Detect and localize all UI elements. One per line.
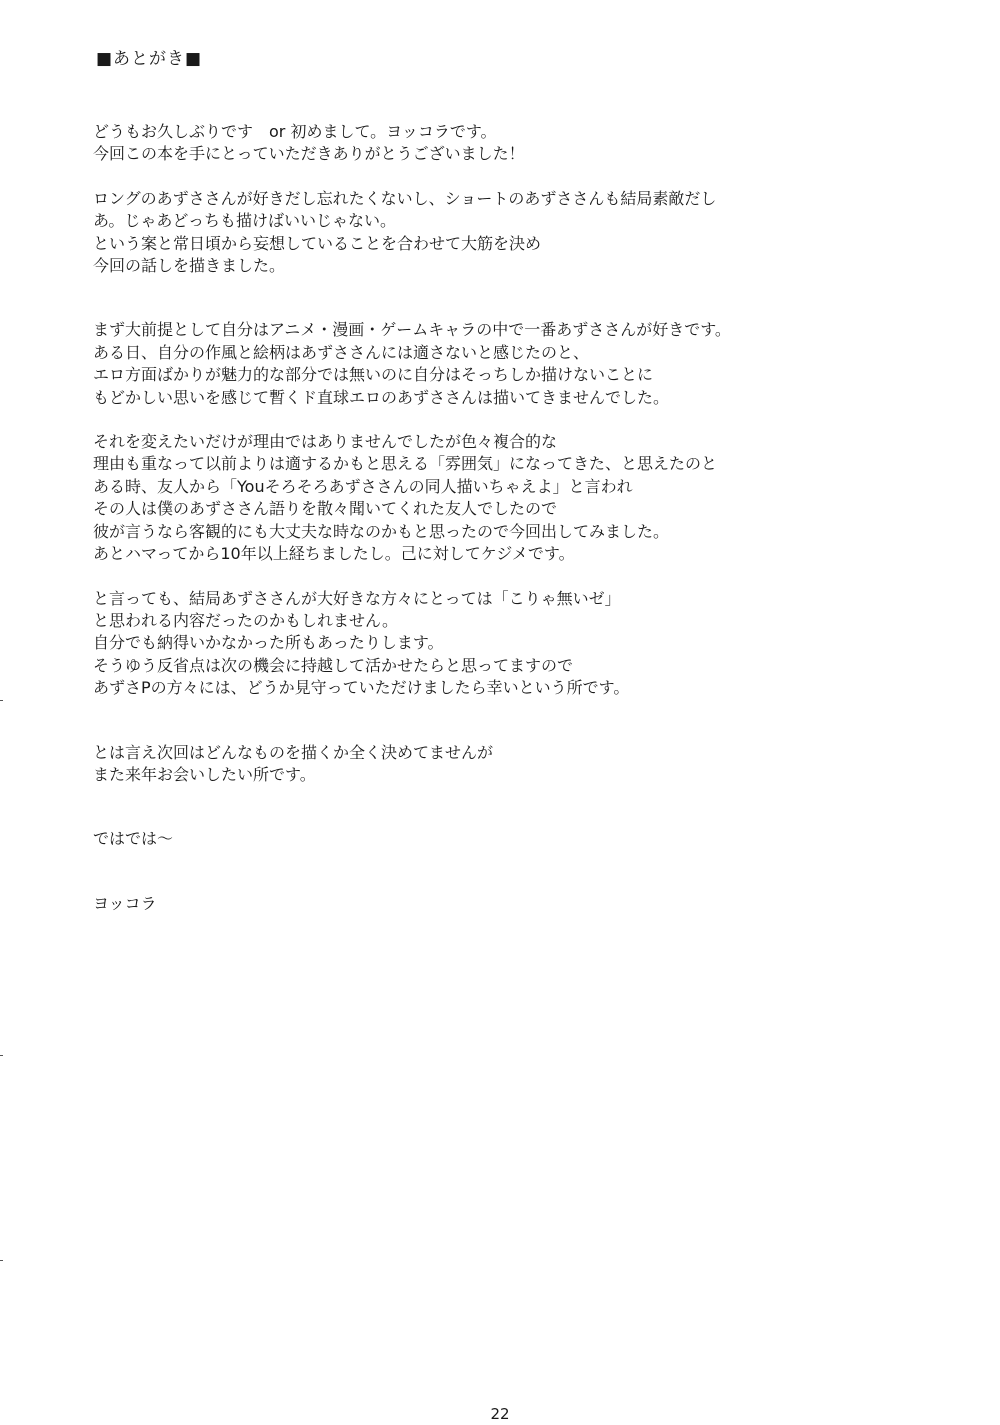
paragraph-farewell — [93, 828, 813, 850]
text-line: とは言え次回はどんなものを描くか全く決めてませんが — [93, 742, 494, 762]
text-line: どうもお久しぶりです or 初めまして。ヨッコラです。 — [93, 122, 497, 141]
text-line: 今回の話しを描きました。 — [93, 256, 286, 276]
text-line: 彼が言うなら客観的にも大丈夫な時なのかもと思ったので今回出してみました。 — [93, 521, 670, 541]
text-line: 自分でも納得いかなかった所もあったりします。 — [93, 633, 444, 653]
text-line: と言っても、結局あずささんが大好きな方々にとっては「こりゃ無いゼ」 — [93, 588, 621, 608]
text-line: ある日、自分の作風と絵柄はあずささんには適さないと感じたのと、 — [93, 342, 590, 362]
text-line: と思われる内容だったのかもしれません。 — [93, 610, 398, 630]
text-line: 今回この本を手にとっていただきありがとうございました！ — [93, 144, 525, 164]
text-line: ではでは～ — [93, 829, 174, 849]
paragraph-next-time — [93, 742, 813, 787]
text-line: あ。じゃあどっちも描けばいいじゃない。 — [93, 211, 397, 231]
scan-edge-mark — [0, 1055, 3, 1056]
text-line: あずさPの方々には、どうか見守っていただけましたら幸いという所です。 — [93, 678, 630, 698]
afterword-heading: ■あとがき■ — [96, 49, 203, 69]
text-line: あとハマってから10年以上経ちましたし。己に対してケジメです。 — [93, 544, 575, 564]
text-line: その人は僕のあずささん語りを散々聞いてくれた友人でしたので — [93, 499, 558, 519]
text-line: という案と常日頃から妄想していることを合わせて大筋を決め — [93, 233, 542, 253]
paragraph-reason — [93, 431, 813, 565]
text-line: 理由も重なって以前よりは適するかもと思える「雰囲気」になってきた、と思えたのと — [93, 454, 718, 474]
afterword-body — [93, 121, 813, 915]
text-line: それを変えたいだけが理由ではありませんでしたが色々複合的な — [93, 432, 558, 452]
text-line: もどかしい思いを感じて暫くド直球エロのあずささんは描いてきませんでした。 — [93, 387, 670, 407]
paragraph-reflection — [93, 588, 813, 700]
text-line: ロングのあずささんが好きだし忘れたくないし、ショートのあずささんも結局素敵だし — [93, 188, 717, 208]
scan-edge-mark — [0, 1260, 3, 1261]
text-line: そうゆう反省点は次の機会に持越して活かせたらと思ってますので — [93, 655, 574, 675]
page-number: 22 — [490, 1405, 510, 1423]
text-line: エロ方面ばかりが魅力的な部分では無いのに自分はそっちしか描けないことに — [93, 365, 654, 385]
paragraph-greeting — [93, 121, 813, 166]
paragraph-premise — [93, 188, 813, 278]
text-line: また来年お会いしたい所です。 — [93, 764, 316, 784]
scan-edge-mark — [0, 700, 3, 701]
text-line: まず大前提として自分はアニメ・漫画・ゲームキャラの中で一番あずささんが好きです。 — [93, 320, 731, 340]
author-signature — [93, 893, 813, 915]
text-line: ヨッコラ — [93, 893, 157, 913]
paragraph-background — [93, 319, 813, 409]
text-line: ある時、友人から「Youそろそろあずささんの同人描いちゃえよ」と言われ — [93, 476, 633, 496]
